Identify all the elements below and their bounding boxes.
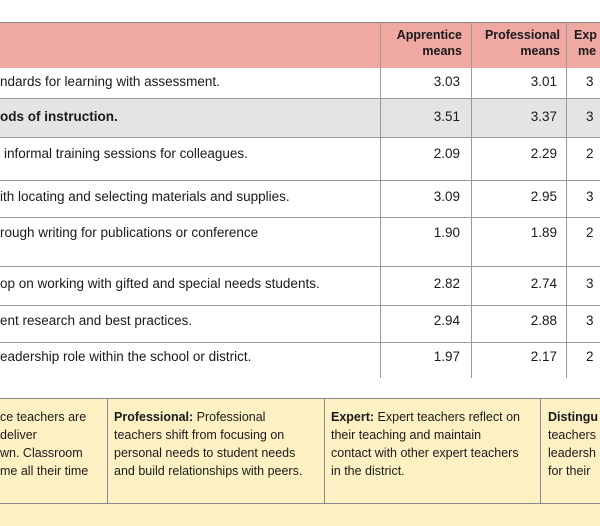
- legend-expert-line: [331, 408, 520, 426]
- legend-professional-line: personal needs to student needs: [114, 446, 296, 460]
- table-header: [0, 22, 600, 69]
- row-statement: ndards for learning with assessment.: [0, 74, 220, 89]
- legend-apprentice-line: deliver: [0, 428, 37, 442]
- legend-apprentice: [0, 408, 88, 480]
- legend-expert: [331, 408, 520, 480]
- legend-professional-line: teachers shift from focusing on: [114, 428, 285, 442]
- legend-divider: [107, 399, 108, 503]
- professional-value: 2.17: [530, 349, 557, 364]
- legend-apprentice-line: ce teachers are: [0, 410, 87, 424]
- legend-apprentice-line: wn. Classroom: [0, 446, 83, 460]
- legend-professional-term: Professional:: [114, 410, 194, 424]
- legend-distinguished-line: leadersh: [548, 446, 596, 460]
- legend-distinguished-line: teachers: [548, 428, 596, 442]
- professional-value: 2.95: [530, 189, 557, 204]
- header-expert-label: Exp: [574, 28, 597, 42]
- legend-distinguished-line: for their: [548, 464, 591, 478]
- header-apprentice-sub: means: [422, 44, 462, 58]
- legend-distinguished: [548, 408, 598, 480]
- column-divider: [471, 22, 472, 378]
- legend-professional-line: [114, 408, 302, 426]
- header-professional-means: [470, 27, 560, 59]
- legend-expert-line: contact with other expert teachers: [331, 446, 519, 460]
- table-row: [0, 267, 600, 306]
- teacher-level-legend: [0, 398, 600, 504]
- header-apprentice-label: Apprentice: [396, 28, 462, 42]
- expert-value: 3: [586, 189, 594, 204]
- row-statement: rough writing for publications or conference: [0, 225, 259, 240]
- professional-value: 3.37: [530, 109, 557, 124]
- legend-distinguished-line: [548, 408, 598, 426]
- table-row: [0, 181, 600, 218]
- table-row: [0, 68, 600, 99]
- legend-apprentice-line: me all their time: [0, 464, 89, 478]
- legend-divider: [324, 399, 325, 503]
- row-statement: ods of instruction.: [0, 109, 118, 124]
- expert-value: 2: [586, 349, 594, 364]
- expert-value: 2: [586, 225, 594, 240]
- column-divider: [566, 22, 567, 378]
- legend-distinguished-term: Distingu: [548, 410, 598, 424]
- professional-value: 2.74: [530, 276, 557, 291]
- professional-value: 2.88: [530, 313, 557, 328]
- header-expert-means: [574, 27, 600, 59]
- legend-professional-text: Professional: [193, 410, 266, 424]
- row-statement: op on working with gifted and special needs students.: [0, 276, 320, 291]
- professional-value: 2.29: [530, 146, 557, 161]
- table-row: [0, 99, 600, 138]
- row-statement: eadership role within the school or district.: [0, 349, 252, 364]
- apprentice-value: 3.09: [433, 189, 460, 204]
- professional-value: 3.01: [530, 74, 557, 89]
- expert-value: 3: [586, 109, 594, 124]
- apprentice-value: 1.90: [433, 225, 460, 240]
- row-statement: ith locating and selecting materials and supplies.: [0, 189, 290, 204]
- table-row: [0, 343, 600, 378]
- table-row: [0, 218, 600, 267]
- legend-professional: [114, 408, 302, 480]
- apprentice-value: 2.09: [433, 146, 460, 161]
- expert-value: 3: [586, 276, 594, 291]
- column-divider: [380, 22, 381, 378]
- apprentice-value: 3.03: [433, 74, 460, 89]
- legend-expert-line: in the district.: [331, 464, 405, 478]
- header-expert-sub: me: [578, 44, 597, 58]
- apprentice-value: 3.51: [433, 109, 460, 124]
- legend-expert-term: Expert:: [331, 410, 375, 424]
- header-apprentice-means: [378, 27, 462, 59]
- professional-value: 1.89: [530, 225, 557, 240]
- header-professional-label: Professional: [484, 28, 560, 42]
- apprentice-value: 2.82: [433, 276, 460, 291]
- row-statement: ent research and best practices.: [0, 313, 193, 328]
- row-statement: informal training sessions for colleagues.: [4, 146, 248, 161]
- expert-value: 3: [586, 313, 594, 328]
- apprentice-value: 2.94: [433, 313, 460, 328]
- table-row: [0, 306, 600, 343]
- expert-value: 3: [586, 74, 594, 89]
- legend-expert-text: Expert teachers reflect on: [374, 410, 520, 424]
- legend-professional-line: and build relationships with peers.: [114, 464, 303, 478]
- legend-expert-line: their teaching and maintain: [331, 428, 482, 442]
- apprentice-value: 1.97: [433, 349, 460, 364]
- expert-value: 2: [586, 146, 594, 161]
- legend-divider: [540, 399, 541, 503]
- header-professional-sub: means: [520, 44, 560, 58]
- table-row: [0, 138, 600, 181]
